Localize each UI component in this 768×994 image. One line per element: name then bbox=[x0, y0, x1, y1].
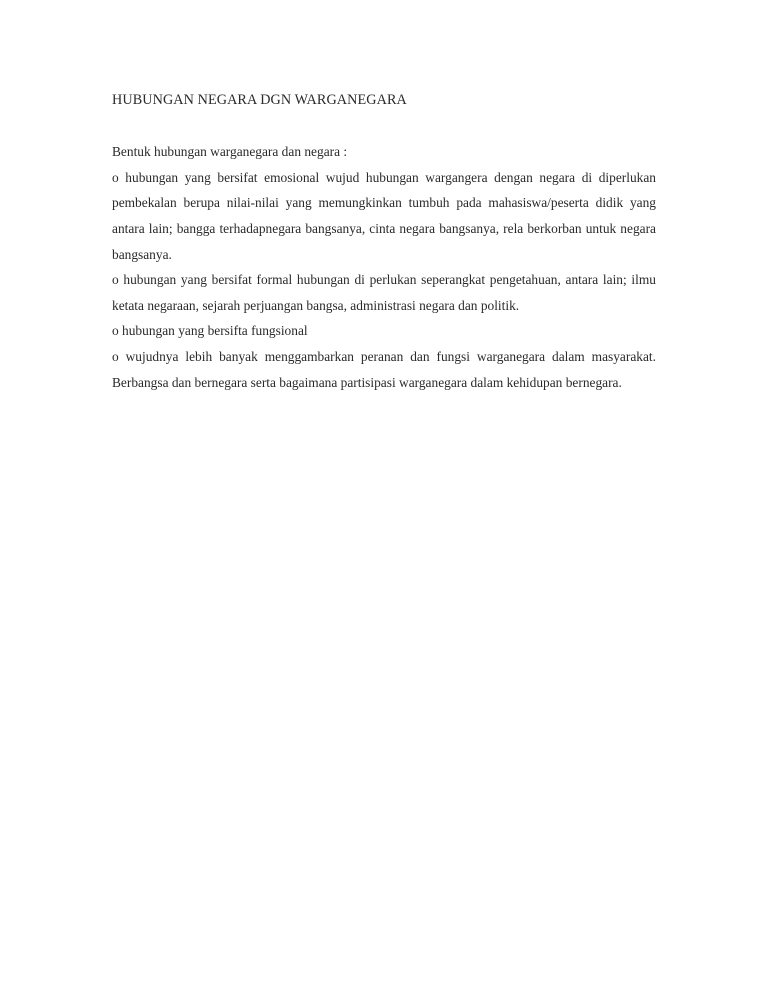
paragraph-functional-heading: o hubungan yang bersifta fungsional bbox=[112, 323, 308, 339]
paragraph-emotional: o hubungan yang bersifat emosional wujud hubungan wargangera dengan negara di diperlukan pembekalan berupa nilai-nilai yang memungkinkan tumbuh pada mahasiswa/peserta didik yang antara lain; bangga terhadapnegara bangsanya, cinta negara bangsanya, rela berkorban untuk negara bangsanya. bbox=[112, 169, 656, 262]
intro-line: Bentuk hubungan warganegara dan negara : bbox=[112, 144, 348, 160]
document-body bbox=[112, 88, 656, 395]
document-title: HUBUNGAN NEGARA DGN WARGANEGARA bbox=[112, 92, 407, 108]
paragraph-functional-detail: o wujudnya lebih banyak menggambarkan peranan dan fungsi warganegara dalam masyarakat. Berbangsa dan bernegara serta bagaimana partisipasi warganegara dalam kehidupan bernegara. bbox=[112, 348, 656, 390]
blank-line bbox=[112, 114, 656, 140]
paragraph-formal: o hubungan yang bersifat formal hubungan di perlukan seperangkat pengetahuan, antara lain; ilmu ketata negaraan, sejarah perjuangan bangsa, administrasi negara dan politik. bbox=[112, 272, 656, 313]
